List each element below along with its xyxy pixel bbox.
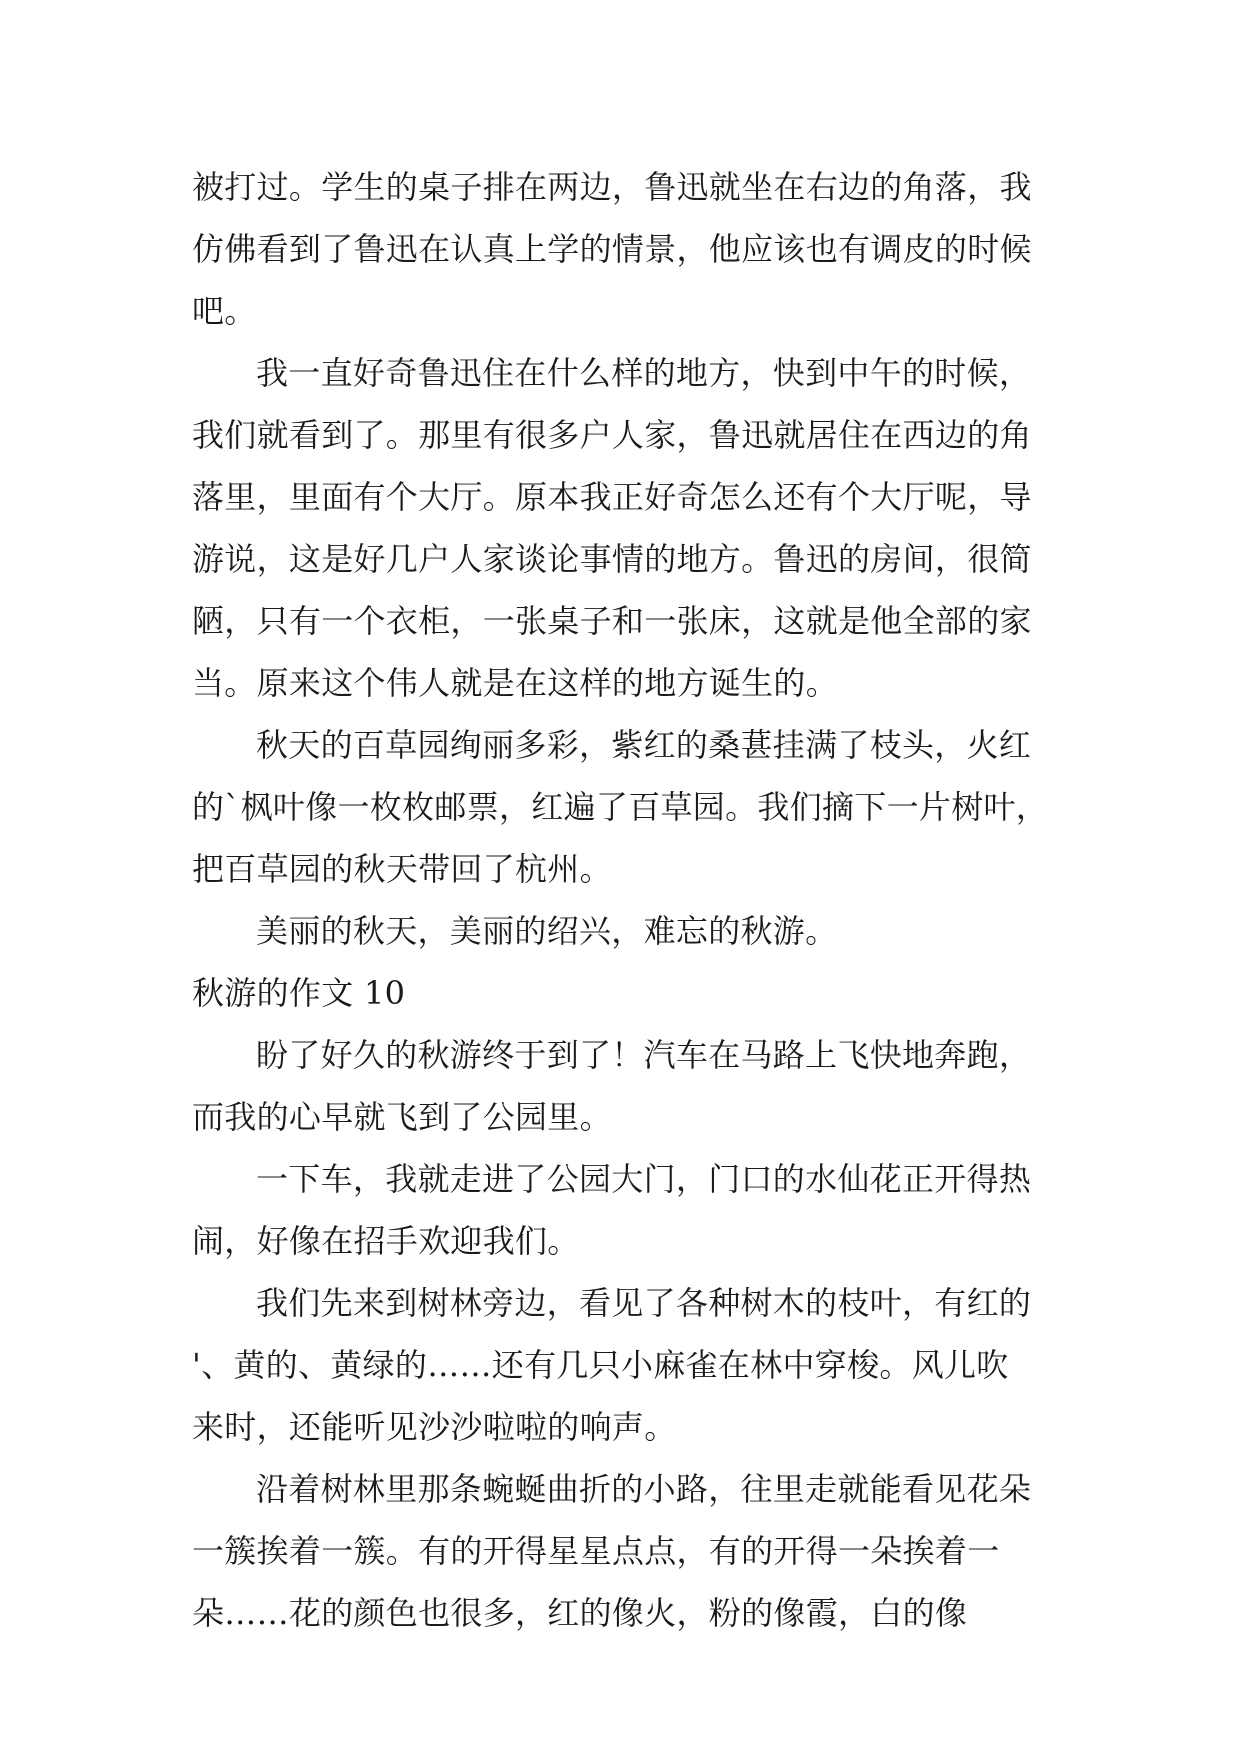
text-line: 落里，里面有个大厅。原本我正好奇怎么还有个大厅呢，导 xyxy=(192,478,1032,516)
text-line: 把百草园的秋天带回了杭州。 xyxy=(192,850,612,888)
text-line: 朵……花的颜色也很多，红的像火，粉的像霞，白的像 xyxy=(192,1594,968,1632)
paragraph-first-line: 秋天的百草园绚丽多彩，紫红的桑葚挂满了枝头，火红 xyxy=(256,726,1032,764)
text-line: '、黄的、黄绿的……还有几只小麻雀在林中穿梭。风儿吹 xyxy=(192,1346,1009,1384)
text-line: 我们就看到了。那里有很多户人家，鲁迅就居住在西边的角 xyxy=(192,416,1032,454)
text-line: 来时，还能听见沙沙啦啦的响声。 xyxy=(192,1408,677,1446)
text-line: 而我的心早就飞到了公园里。 xyxy=(192,1098,612,1136)
text-line: 当。原来这个伟人就是在这样的地方诞生的。 xyxy=(192,664,839,702)
section-heading: 秋游的作文 10 xyxy=(192,974,406,1012)
body-text xyxy=(192,156,1062,1644)
text-line: 被打过。学生的桌子排在两边，鲁迅就坐在右边的角落，我 xyxy=(192,168,1032,206)
paragraph-first-line: 我一直好奇鲁迅住在什么样的地方，快到中午的时候， xyxy=(256,354,1032,392)
text-line: 吧。 xyxy=(192,292,257,330)
text-line: 仿佛看到了鲁迅在认真上学的情景，他应该也有调皮的时候 xyxy=(192,230,1032,268)
paragraph-first-line: 一下车，我就走进了公园大门，门口的水仙花正开得热 xyxy=(256,1160,1032,1198)
paragraph-first-line: 沿着树林里那条蜿蜒曲折的小路，往里走就能看见花朵 xyxy=(256,1470,1032,1508)
text-line: 陋，只有一个衣柜，一张桌子和一张床，这就是他全部的家 xyxy=(192,602,1032,640)
text-line: 游说，这是好几户人家谈论事情的地方。鲁迅的房间，很简 xyxy=(192,540,1032,578)
text-line: 一簇挨着一簇。有的开得星星点点，有的开得一朵挨着一 xyxy=(192,1532,1000,1570)
paragraph-first-line: 我们先来到树林旁边，看见了各种树木的枝叶，有红的 xyxy=(256,1284,1032,1322)
paragraph-first-line: 盼了好久的秋游终于到了！汽车在马路上飞快地奔跑， xyxy=(256,1036,1032,1074)
text-line: 的`枫叶像一枚枚邮票，红遍了百草园。我们摘下一片树叶， xyxy=(192,788,1049,826)
text-line: 闹，好像在招手欢迎我们。 xyxy=(192,1222,580,1260)
paragraph-first-line: 美丽的秋天，美丽的绍兴，难忘的秋游。 xyxy=(256,912,838,950)
